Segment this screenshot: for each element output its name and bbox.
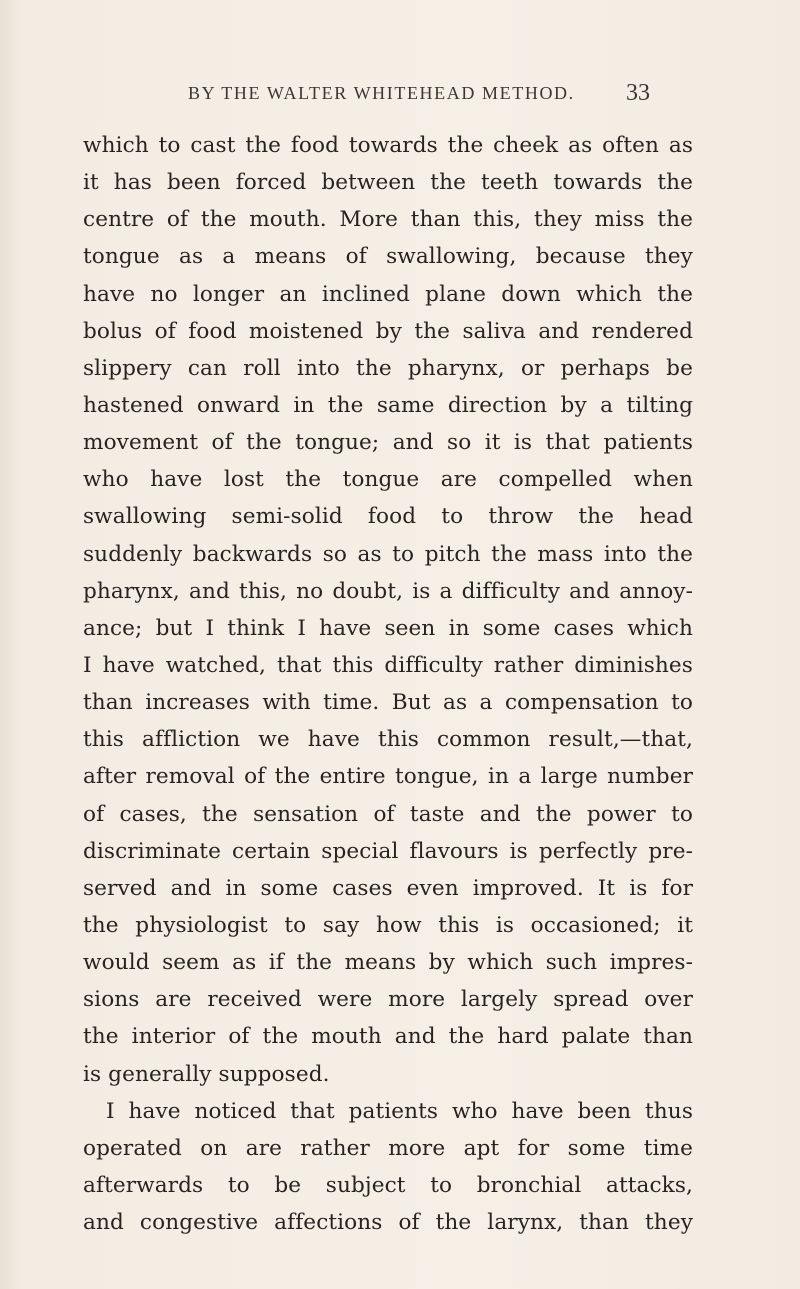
text-line: and congestive affections of the larynx, than they xyxy=(83,1210,693,1236)
text-line: discriminate certain special flavours is perfectly pre- xyxy=(83,838,693,864)
text-line: I have watched, that this difficulty rather diminishes xyxy=(83,652,693,678)
text-line: this affliction we have this common result,—that, xyxy=(83,727,693,753)
text-line: bolus of food moistened by the saliva and rendered xyxy=(83,318,693,344)
text-line: it has been forced between the teeth towards the xyxy=(83,170,693,196)
text-line: after removal of the entire tongue, in a large number xyxy=(83,764,693,790)
text-line: I have noticed that patients who have been thus xyxy=(106,1098,693,1124)
text-line: pharynx, and this, no doubt, is a difficulty and annoy- xyxy=(83,578,693,604)
text-line: slippery can roll into the pharynx, or perhaps be xyxy=(83,355,693,381)
text-line: operated on are rather more apt for some time xyxy=(83,1135,693,1161)
text-line: hastened onward in the same direction by a tilting xyxy=(83,392,693,418)
body-text xyxy=(83,127,693,1241)
text-line: centre of the mouth. More than this, they miss the xyxy=(83,207,693,233)
running-head: BY THE WALTER WHITEHEAD METHOD. xyxy=(188,83,575,103)
text-line: of cases, the sensation of taste and the power to xyxy=(83,801,693,827)
text-line: tongue as a means of swallowing, because they xyxy=(83,244,693,270)
text-line: swallowing semi-solid food to throw the head xyxy=(83,504,693,530)
text-line: have no longer an inclined plane down which the xyxy=(83,281,693,307)
paragraph xyxy=(83,127,693,1093)
text-line: the physiologist to say how this is occasioned; it xyxy=(83,912,693,938)
text-line: is generally supposed. xyxy=(83,1061,330,1087)
text-line: than increases with time. But as a compensation to xyxy=(83,690,693,716)
text-line: the interior of the mouth and the hard palate than xyxy=(83,1024,693,1050)
text-line: served and in some cases even improved. It is for xyxy=(83,875,693,901)
paragraph xyxy=(83,1093,693,1242)
text-line: who have lost the tongue are compelled when xyxy=(83,467,693,493)
text-line: sions are received were more largely spread over xyxy=(83,987,693,1013)
page-number: 33 xyxy=(626,80,650,106)
text-line: suddenly backwards so as to pitch the mass into the xyxy=(83,541,693,567)
text-line: would seem as if the means by which such impres- xyxy=(83,950,693,976)
text-line: movement of the tongue; and so it is that patients xyxy=(83,430,693,456)
text-line: ance; but I think I have seen in some cases which xyxy=(83,615,693,641)
text-line: afterwards to be subject to bronchial attacks, xyxy=(83,1172,693,1198)
text-line: which to cast the food towards the cheek as often as xyxy=(83,133,693,158)
